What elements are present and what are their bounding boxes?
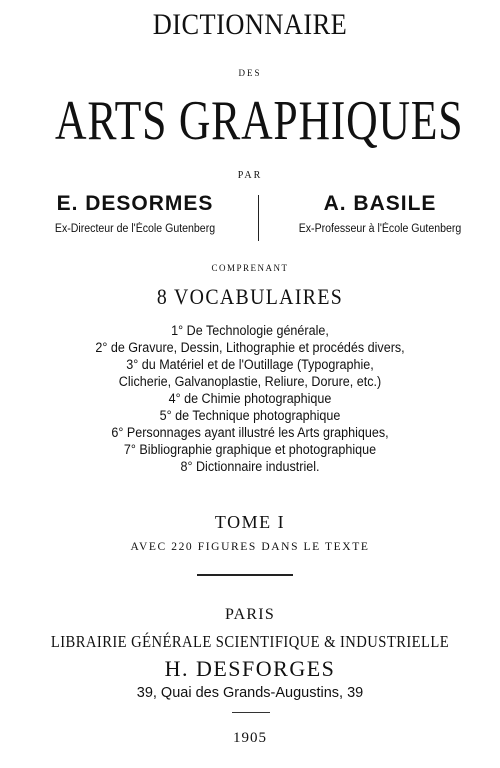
vocabulaires-heading: 8 VOCABULAIRES [156,284,344,309]
vocab-item-3-cont: Clicherie, Galvanoplastie, Reliure, Dorure, etc.) [118,374,382,389]
short-rule [232,712,270,713]
vocab-item-7: 7° Bibliographie graphique et photographique [123,442,377,457]
separator-rule [197,574,293,576]
vocabulary-list [0,322,500,475]
par-label: PAR [237,170,263,181]
publication-year: 1905 [233,730,267,746]
title-des: DES [238,68,262,78]
authors-block [0,192,500,248]
vocab-item-8: 8° Dictionnaire industriel. [180,459,320,474]
author-basile [255,192,500,235]
vocab-item-4: 4° de Chimie photographique [168,391,332,406]
vocab-item-3: 3° du Matériel et de l'Outillage (Typographie, [126,357,374,372]
author-desormes [10,192,260,235]
vocab-item-1: 1° De Technologie générale, [171,323,329,338]
vocab-item-2: 2° de Gravure, Dessin, Lithographie et procédés divers, [95,340,405,355]
title-dictionnaire: DICTIONNAIRE [152,8,348,41]
author-role: Ex-Professeur à l'École Gutenberg [298,223,462,235]
vocab-item-6: 6° Personnages ayant illustré les Arts graphiques, [111,425,389,440]
title-arts-graphiques: ARTS GRAPHIQUES [55,90,464,152]
publisher-name: H. DESFORGES [164,656,336,681]
publisher-address: 39, Quai des Grands-Augustins, 39 [136,685,364,701]
author-name: A. BASILE [323,192,437,215]
city: PARIS [225,606,275,623]
vocab-item-5: 5° de Technique photographique [159,408,341,423]
author-role: Ex-Directeur de l'École Gutenberg [54,223,216,235]
author-name: E. DESORMES [56,192,214,215]
tome-label: TOME I [214,512,286,532]
comprenant-label: COMPRENANT [211,263,289,273]
library-name: LIBRAIRIE GÉNÉRALE SCIENTIFIQUE & INDUSTRIELLE [50,632,450,651]
figures-note: AVEC 220 FIGURES DANS LE TEXTE [130,541,370,553]
